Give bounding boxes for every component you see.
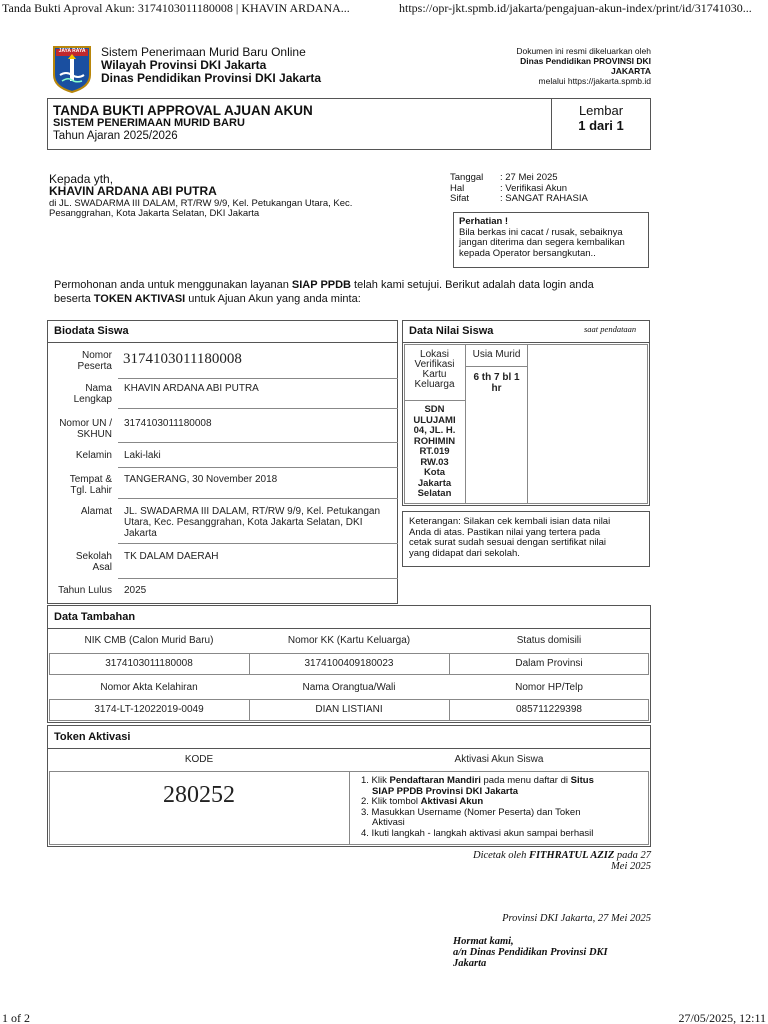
print-timestamp: 27/05/2025, 12:11 [678, 1011, 766, 1024]
intro-line2 [54, 293, 361, 305]
official-doc-line3: JAKARTA [611, 66, 651, 76]
token-row-divider [349, 771, 350, 845]
participant-number: 3174103011180008 [123, 351, 242, 367]
divider [118, 578, 398, 579]
divider [118, 498, 398, 499]
intro-text-a: Permohonan anda untuk menggunakan layanan [54, 279, 292, 291]
intro-text-f: untuk Ajuan Akun yang anda minta: [185, 293, 361, 305]
header-system-name: Sistem Penerimaan Murid Baru Online [101, 45, 306, 59]
sheet-label: Lembar [578, 103, 624, 118]
domicile-value: Dalam Provinsi [515, 658, 583, 669]
additional-data-title: Data Tambahan [54, 611, 136, 623]
birth-cert-value: 3174-LT-12022019-0049 [94, 704, 204, 715]
divider [118, 442, 398, 443]
header-region: Wilayah Provinsi DKI Jakarta [101, 58, 267, 72]
grades-remark-box: Keterangan: Silakan cek kembali isian data nilai Anda di atas. Pastikan nilai yang tertera pada cetak surat sudah sesuai dengan sertifikat nilai yang didapat dari sekolah. [402, 511, 650, 567]
nik-value: 3174103011180008 [105, 658, 193, 669]
official-doc-line1: Dokumen ini resmi dikeluarkan oleh [516, 46, 651, 56]
intro-text-d: beserta [54, 293, 94, 305]
divider [118, 378, 398, 379]
grades-row-divider [404, 400, 465, 401]
official-doc-line2: Dinas Pendidikan PROVINSI DKI [520, 56, 651, 66]
date-label: Tanggal [450, 172, 484, 183]
guardian-header: Nama Orangtua/Wali [302, 682, 396, 693]
token-title: Token Aktivasi [54, 731, 131, 743]
age-row-divider [465, 366, 527, 367]
notice-line2: jangan diterima dan segera kembalikan [459, 237, 625, 248]
grades-col-divider-1 [465, 344, 466, 504]
service-name: SIAP PPDB [291, 279, 351, 291]
place-date: Provinsi DKI Jakarta, 27 Mei 2025 [502, 913, 651, 924]
phone-value: 085711229398 [516, 704, 582, 715]
document-subtitle: SISTEM PENERIMAAN MURID BARU [53, 117, 245, 129]
school-location: SDN ULUJAMI 04, JL. H. ROHIMIN RT.019 RW.03 Kota Jakarta Selatan [413, 404, 456, 499]
recipient-address-line2: Pesanggrahan, Kota Jakarta Selatan, DKI Jakarta [49, 208, 260, 219]
activation-steps: 1. Klik Pendaftaran Mandiri pada menu daftar di Situs SIAP PPDB Provinsi DKI Jakarta 2. Klik tombol Aktivasi Akun 3. Masukkan Username (Nomer Peserta) dan Token Aktivasi 4. Ikuti langkah - langkah aktivasi akun sampai berhasil [361, 775, 594, 839]
verification-location-label: Lokasi Verifikasi Kartu Keluarga [414, 349, 455, 390]
recipient-address-line1: di JL. SWADARMA III DALAM, RT/RW 9/9, Kel. Petukangan Utara, Kec. [49, 198, 353, 209]
kk-value: 3174100409180023 [304, 658, 394, 669]
academic-year: Tahun Ajaran 2025/2026 [53, 130, 178, 142]
notice-title: Perhatian ! [459, 216, 509, 227]
official-doc-line4: melalui https://jakarta.spmb.id [538, 76, 651, 86]
participant-number-label: Nomor Peserta [77, 350, 112, 372]
graduation-year: 2025 [124, 585, 147, 596]
recipient-name: KHAVIN ARDANA ABI PUTRA [49, 184, 217, 198]
full-name-label: Nama Lengkap [73, 383, 112, 405]
address: JL. SWADARMA III DALAM, RT/RW 9/9, Kel. Petukangan Utara, Kec. Pesanggrahan, Kota Jakarta Selatan, DKI Jakarta [124, 506, 381, 539]
birth-cert-header: Nomor Akta Kelahiran [100, 682, 198, 693]
birth-label: Tempat & Tgl. Lahir [69, 474, 112, 496]
biodata-header-divider [47, 342, 398, 343]
intro-line1 [54, 279, 594, 291]
intro-text-c: telah kami setujui. Berikut adalah data login anda [351, 279, 594, 291]
browser-url: https://opr-jkt.spmb.id/jakarta/pengajuan-akun-index/print/id/31741030... [399, 1, 752, 15]
origin-school: TK DALAM DAERAH [124, 551, 219, 562]
sheet-value: 1 dari 1 [578, 118, 624, 133]
student-age-label: Usia Murid [472, 349, 521, 360]
graduation-year-label: Tahun Lulus [58, 585, 112, 596]
nature-label: Sifat [450, 193, 470, 204]
grades-header-divider [402, 342, 650, 343]
browser-title: Tanda Bukti Aproval Akun: 3174103011180008 | KHAVIN ARDANA... [2, 1, 350, 15]
letter-meta [450, 173, 588, 205]
additional-header-divider [47, 628, 651, 629]
un-number: 3174103011180008 [124, 418, 212, 429]
full-name: KHAVIN ARDANA ABI PUTRA [124, 383, 259, 394]
grades-col-divider-2 [527, 344, 528, 504]
kk-header: Nomor KK (Kartu Keluarga) [287, 635, 411, 646]
divider [118, 408, 398, 409]
header-agency: Dinas Pendidikan Provinsi DKI Jakarta [101, 71, 322, 85]
student-age: 6 th 7 bl 1 hr [473, 372, 520, 394]
address-label: Alamat [80, 506, 112, 517]
phone-header: Nomor HP/Telp [515, 682, 583, 693]
subject-value: : Verifikasi Akun [500, 182, 568, 194]
recipient-greeting: Kepada yth, [49, 172, 114, 186]
origin-school-label: Sekolah Asal [75, 551, 112, 573]
document-title: TANDA BUKTI APPROVAL AJUAN AKUN [53, 103, 313, 118]
token-header-divider [47, 748, 651, 749]
notice-line3: kepada Operator bersangkutan.. [459, 247, 596, 259]
notice-line1: Bila berkas ini cacat / rusak, sebaiknya [459, 226, 623, 238]
nature-value: : SANGAT RAHASIA [500, 193, 588, 204]
divider [118, 543, 398, 544]
printed-by: Dicetak oleh FITHRATUL AZIZ pada 27 Mei 2025 [472, 850, 651, 872]
page-count: 1 of 2 [2, 1011, 30, 1024]
activation-code: 280252 [163, 782, 235, 808]
dki-jakarta-logo [52, 45, 92, 93]
birth-place-date: TANGERANG, 30 November 2018 [124, 474, 278, 485]
guardian-value: DIAN LISTIANI [315, 704, 383, 715]
notice-box [453, 212, 649, 268]
subject-label: Hal [450, 182, 465, 194]
biodata-title: Biodata Siswa [54, 325, 129, 337]
divider [118, 467, 398, 468]
code-header: KODE [184, 754, 214, 765]
nik-header: NIK CMB (Calon Murid Baru) [84, 635, 214, 646]
official-doc-note [470, 46, 651, 86]
logo-text: JAYA RAYA [58, 48, 86, 54]
date-value: : 27 Mei 2025 [500, 172, 558, 183]
grades-title: Data Nilai Siswa [409, 325, 494, 337]
grades-note: saat pendataan [584, 324, 637, 334]
gender-label: Kelamin [75, 450, 112, 461]
domicile-header: Status domisili [516, 635, 582, 646]
signature-block: Hormat kami, a/n Dinas Pendidikan Provinsi DKI Jakarta [453, 936, 608, 969]
token-emphasis: TOKEN AKTIVASI [93, 293, 186, 305]
un-number-label: Nomor UN / SKHUN [59, 418, 112, 440]
gender: Laki-laki [124, 450, 161, 461]
activation-header: Aktivasi Akun Siswa [454, 754, 544, 765]
